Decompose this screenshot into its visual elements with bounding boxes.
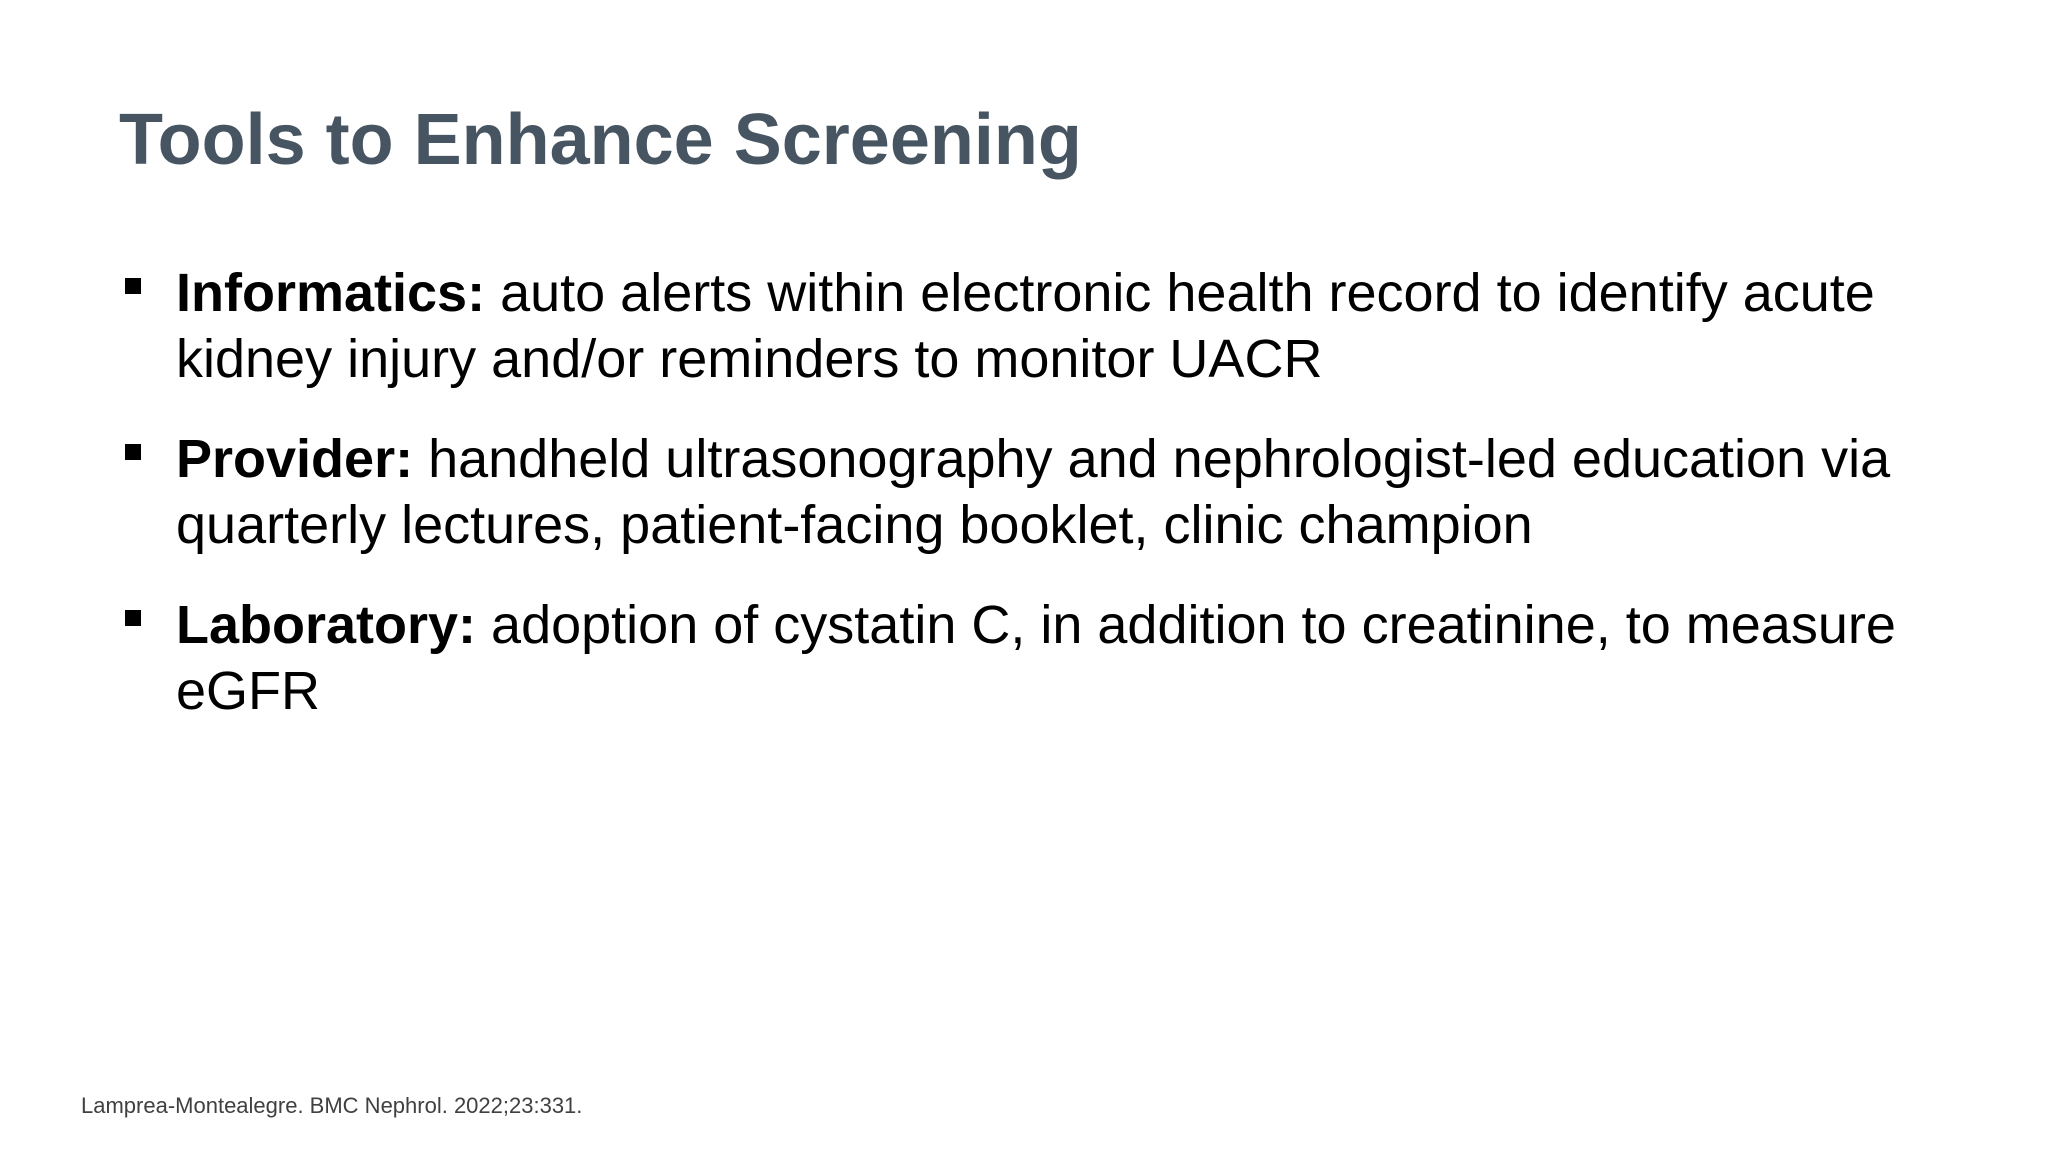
- bullet-item-provider: [119, 426, 1949, 558]
- bullet-text: auto alerts within electronic health record to identify acute kidney injury and/or reminders to monitor UACR: [176, 263, 1875, 389]
- bullet-item-informatics: [119, 260, 1949, 392]
- bullet-term: Provider:: [176, 429, 414, 489]
- slide-title: Tools to Enhance Screening: [119, 100, 1082, 180]
- bullet-term: Informatics:: [176, 263, 486, 323]
- citation: Lamprea-Montealegre. BMC Nephrol. 2022;23:331.: [81, 1093, 583, 1118]
- bullet-term: Laboratory:: [176, 595, 477, 655]
- bullet-text: adoption of cystatin C, in addition to creatinine, to measure eGFR: [176, 595, 1896, 721]
- bullet-list: [119, 260, 1949, 758]
- bullet-item-laboratory: [119, 592, 1949, 724]
- square-bullet-icon: [125, 610, 141, 626]
- square-bullet-icon: [125, 444, 141, 460]
- square-bullet-icon: [125, 278, 141, 294]
- bullet-text: handheld ultrasonography and nephrologist-led education via quarterly lectures, patient-facing booklet, clinic champion: [176, 429, 1891, 555]
